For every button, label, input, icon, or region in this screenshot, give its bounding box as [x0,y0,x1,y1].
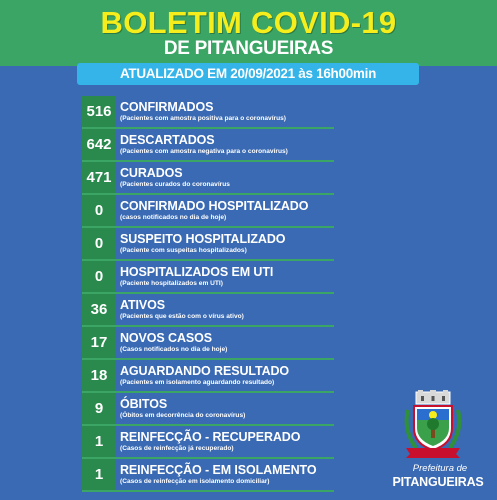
stat-row-confirmado-hospitalizado [82,195,334,228]
stat-value: 0 [82,228,116,259]
updated-timestamp: ATUALIZADO EM 20/09/2021 às 16h00min [77,63,419,85]
stat-description: (Paciente hospitalizados em UTI) [120,280,223,287]
stat-row-curados [82,162,334,195]
municipal-coat-of-arms-icon [402,390,464,458]
stat-row-novos-casos [82,327,334,360]
city-name-label: PITANGUEIRAS [392,475,484,489]
stat-row-reinfeccao-isolamento [82,459,334,492]
stat-label: CONFIRMADOS [120,100,214,114]
stat-description: (Pacientes com amostra negativa para o coronavírus) [120,148,288,155]
stat-description: (Pacientes com amostra positiva para o coronavírus) [120,115,286,122]
stat-row-ativos [82,294,334,327]
stat-value: 1 [82,459,116,490]
stat-value: 1 [82,426,116,457]
stat-value: 642 [82,129,116,160]
stat-label: SUSPEITO HOSPITALIZADO [120,232,286,246]
header-banner [0,0,497,66]
stat-value: 36 [82,294,116,325]
stat-row-descartados [82,129,334,162]
stat-description: (Pacientes que estão com o vírus ativo) [120,313,244,320]
stat-value: 9 [82,393,116,424]
stat-label: ÓBITOS [120,397,168,411]
bulletin-title: BOLETIM COVID-19 [100,5,397,40]
stat-label: HOSPITALIZADOS EM UTI [120,265,274,279]
stat-description: (Pacientes curados do coronavírus [120,181,230,188]
stat-label: DESCARTADOS [120,133,215,147]
row-divider [82,490,334,492]
stat-label: REINFECÇÃO - RECUPERADO [120,430,301,444]
stat-value: 18 [82,360,116,391]
stat-description: (Pacientes em isolamento aguardando resultado) [120,379,275,386]
stat-value: 516 [82,96,116,127]
stat-label: REINFECÇÃO - EM ISOLAMENTO [120,463,317,477]
stat-description: (Casos de reinfecção já recuperado) [120,445,234,452]
prefeitura-label: Prefeitura de [412,463,468,474]
stat-label: ATIVOS [120,298,166,312]
stat-description: (Óbitos em decorrência do coronavírus) [120,412,246,419]
stat-value: 0 [82,261,116,292]
stat-row-reinfeccao-recuperado [82,426,334,459]
stat-label: CURADOS [120,166,183,180]
stat-value: 0 [82,195,116,226]
stat-description: (Paciente com suspeitas hospitalizados) [120,247,247,254]
stat-row-aguardando-resultado [82,360,334,393]
stat-label: NOVOS CASOS [120,331,212,345]
stat-row-obitos [82,393,334,426]
stat-value: 17 [82,327,116,358]
stat-row-hospitalizados-uti [82,261,334,294]
stat-description: (Casos de reinfecção em isolamento domiciliar) [120,478,270,485]
stat-description: (Casos notificados no dia de hoje) [120,346,228,353]
stats-list [82,96,334,492]
stat-row-confirmados [82,96,334,129]
stat-label: AGUARDANDO RESULTADO [120,364,290,378]
city-subtitle: DE PITANGUEIRAS [163,38,334,59]
stat-description: (casos notificados no dia de hoje) [120,214,227,221]
stat-label: CONFIRMADO HOSPITALIZADO [120,199,309,213]
stat-value: 471 [82,162,116,193]
stat-row-suspeito-hospitalizado [82,228,334,261]
